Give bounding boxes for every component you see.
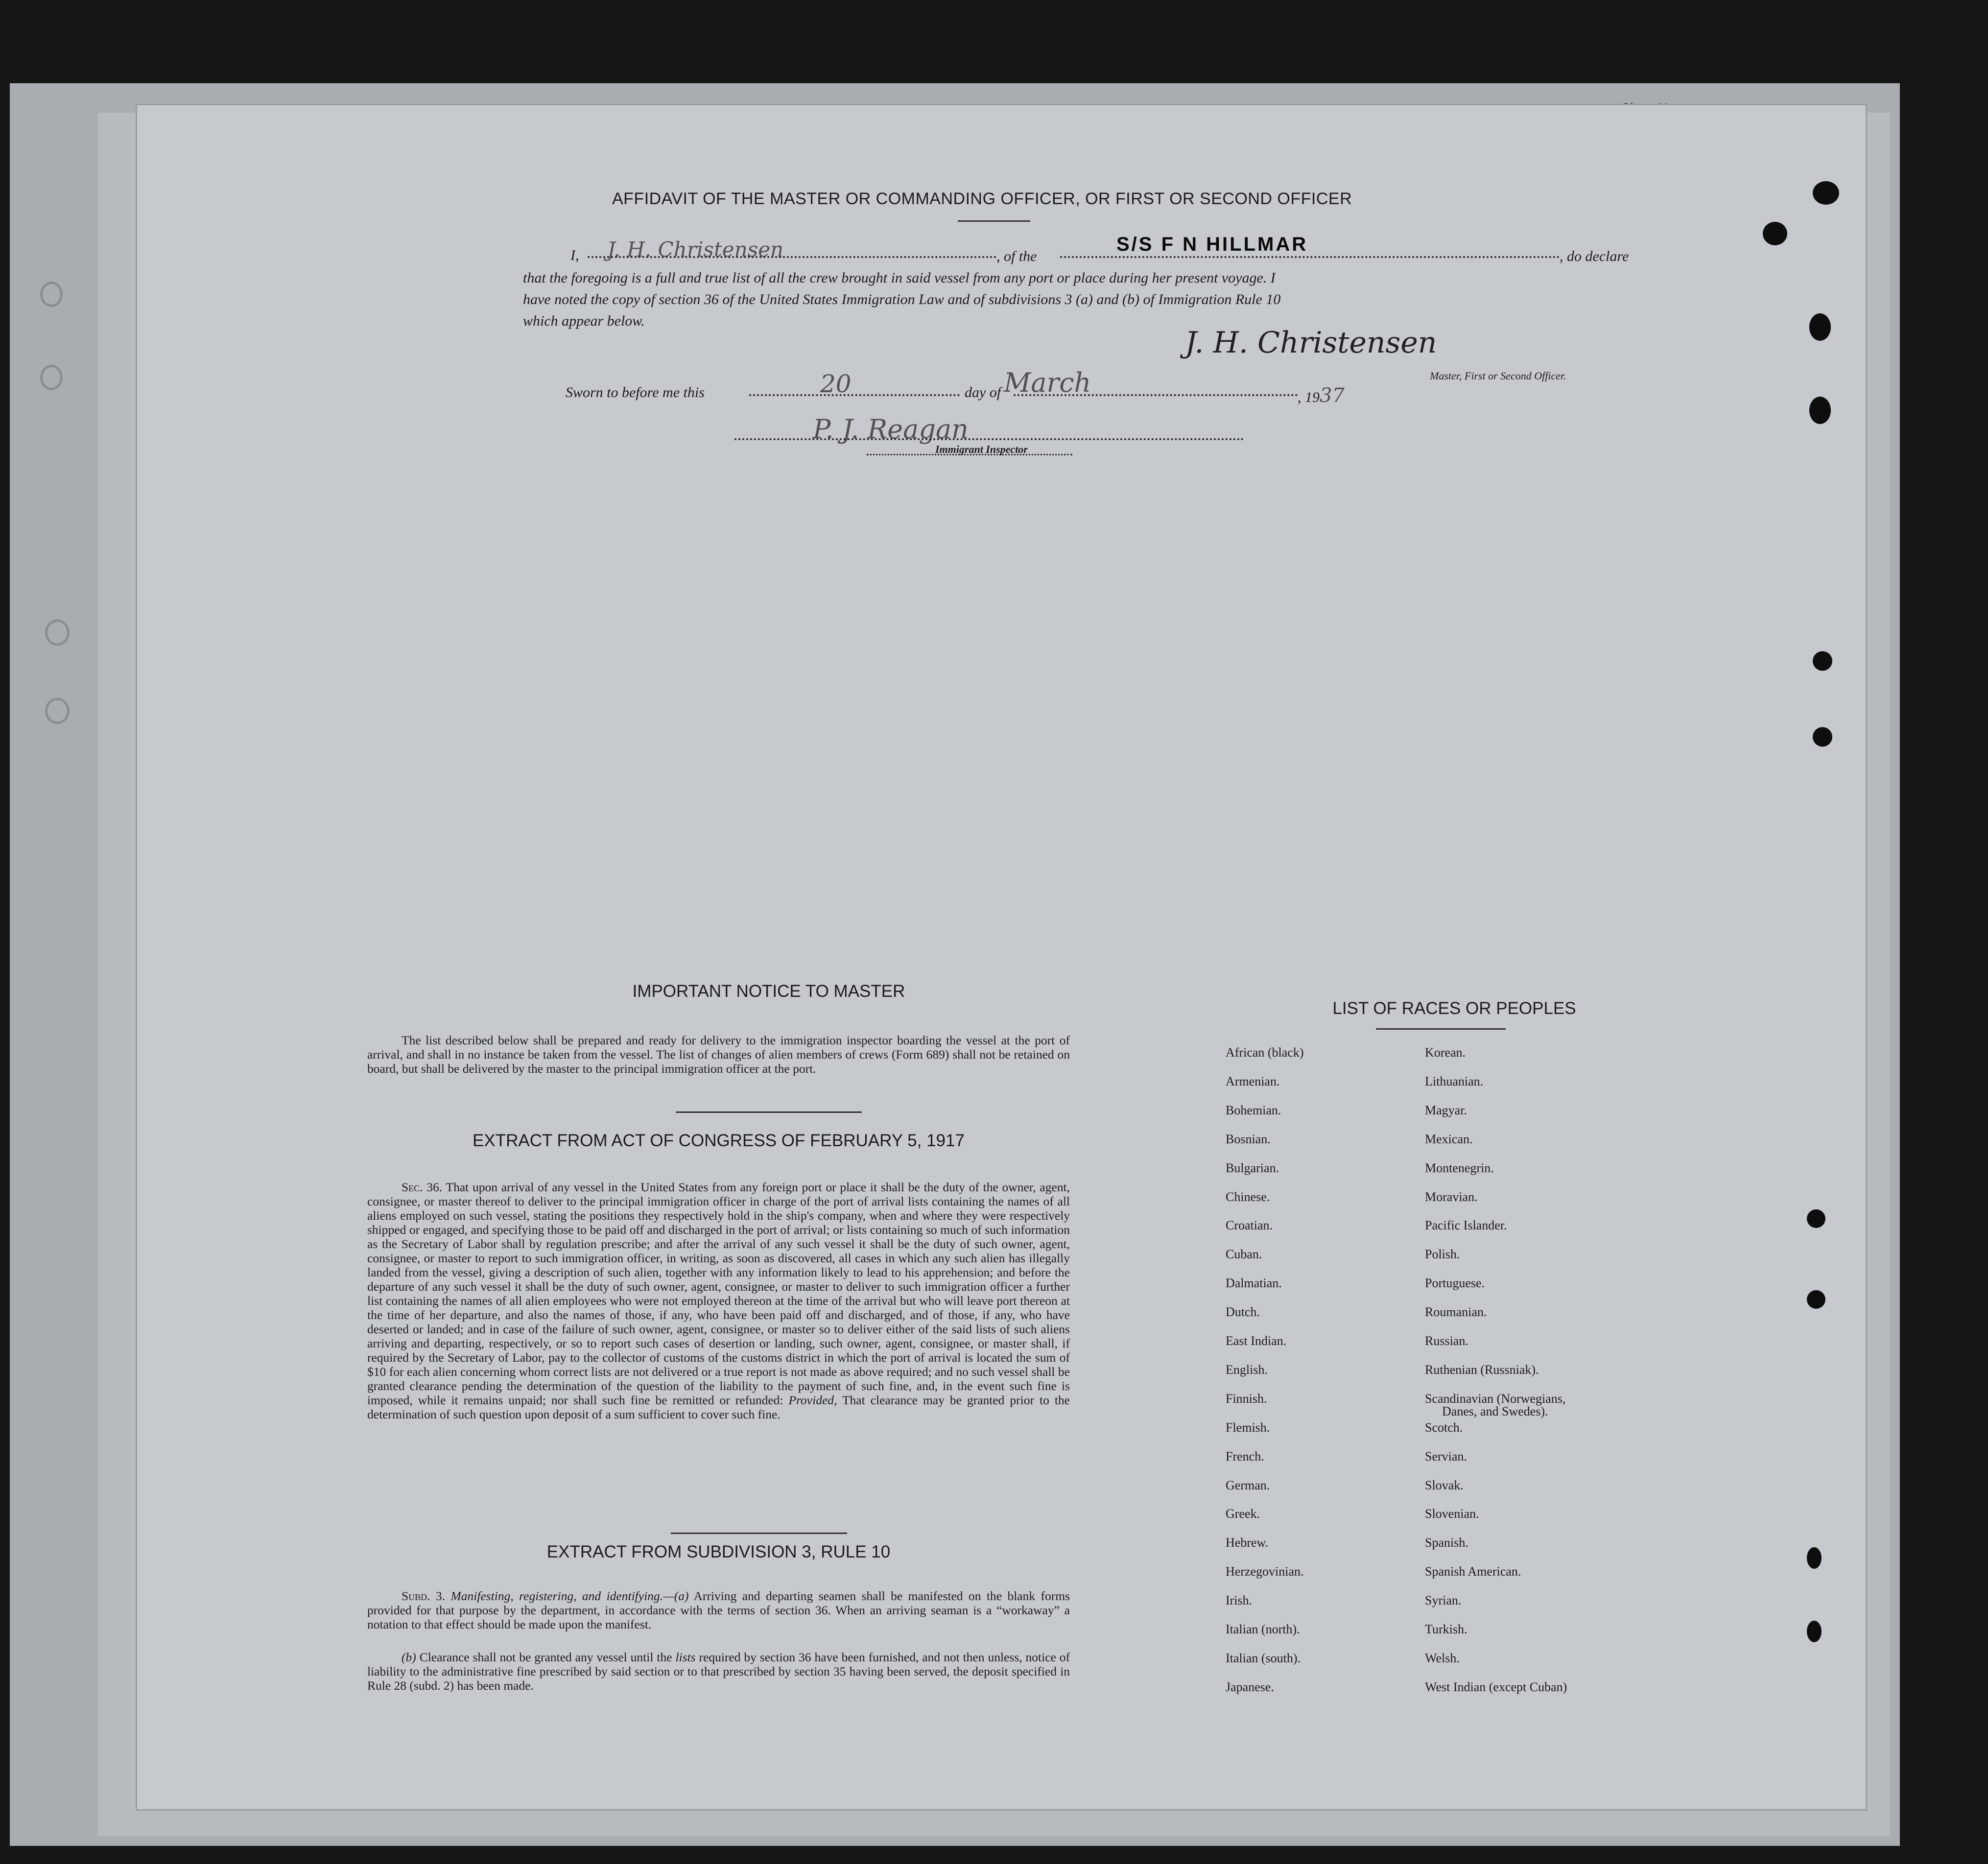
punch-hole-icon <box>1807 1621 1822 1642</box>
race-col2-item: Russian. <box>1425 1334 1468 1348</box>
race-col1-item: Greek. <box>1226 1507 1260 1521</box>
sec-text: That upon arrival of any vessel in the United States from any foreign port or place it shall be the duty of the owner, agent, consignee, or master thereof to deliver to the principal immigration officer in charge of the port of arrival lists containing the names of all aliens employed on such vessel, stating the positions they respectively hold in the ship's company, when and where they were respectively shipped or engaged, and specifying those to be paid off and discharged in the port of arrival; or lists containing so much of such information as the Secretary of Labor shall by regulation prescribe; and after the arrival of any such vessel it shall be the duty of such owner, agent, consignee, or master to report to such immigration officer, in writing, as soon as discovered, all cases in which any such alien has illegally landed from the vessel, giving a description of such alien, together with any information likely to lead to his apprehension; and before the departure of any such vessel it shall be the duty of such owner, agent, consignee, or master to deliver to such immigration officer a further list containing the names of all alien employees who were not employed thereon at the time of the arrival but who will leave port thereon at the time of her departure, and also the names of those, if any, who have been paid off and discharged, and of those, if any, who have deserted or landed; and in case of the failure of such owner, agent, consignee, or master so to deliver either of the said lists of such aliens arriving and departing, respectively, or so to report such cases of desertion or landing, such owner, agent, consignee, or master shall, if required by the Secretary of Labor, pay to the collector of customs of the customs district in which the port of arrival is located the sum of $10 for each alien concerning whom correct lists are not delivered or a true report is not made as above required; and no such vessel shall be granted clearance pending the determination of the question of the liability to the payment of such fine, and, in the event such fine is imposed, while it remains unpaid; nor shall such fine be remitted or refunded: <box>367 1180 1070 1407</box>
race-col2-item: Mexican. <box>1425 1132 1473 1146</box>
master-caption <box>1430 370 1566 382</box>
declaration-line-4: which appear below. <box>523 313 645 329</box>
race-col1-item: Finnish. <box>1226 1391 1267 1406</box>
race-col1-item: Irish. <box>1226 1593 1253 1608</box>
race-col1-item: Armenian. <box>1226 1074 1280 1088</box>
year-prefix: , 19 <box>1298 389 1320 405</box>
subd-heading: Manifesting, registering, and identifying. <box>450 1589 663 1603</box>
punch-hole-icon <box>1807 1209 1825 1228</box>
race-col1-item: Bosnian. <box>1226 1132 1271 1146</box>
race-col2-item: Roumanian. <box>1425 1305 1487 1320</box>
punch-hole-icon <box>1807 1547 1822 1569</box>
race-col2-item: Slovenian. <box>1425 1507 1479 1521</box>
races-title: LIST OF RACES OR PEOPLES <box>1332 999 1576 1018</box>
race-col2-item: Moravian. <box>1425 1189 1478 1204</box>
race-col2-item: Pacific Islander. <box>1425 1218 1507 1233</box>
race-col1-item: Italian (north). <box>1226 1622 1300 1636</box>
race-col2-item: Lithuanian. <box>1425 1074 1484 1088</box>
a-label: —(a) <box>663 1589 689 1603</box>
race-col2-item: Korean. <box>1425 1045 1466 1060</box>
b-text-2: required by section 36 have been furnished, and not then unless, notice of liability to the administrative fine prescribed by said section or to that prescribed by section 35 having been served, the deposit specified in Rule 28 (subd. 2) has been made. <box>367 1650 1070 1693</box>
binder-ring-icon <box>45 698 70 724</box>
inspector-caption: Immigrant Inspector <box>935 443 1028 455</box>
race-col1-item: African (black) <box>1226 1045 1304 1060</box>
race-col1-item: English. <box>1226 1362 1268 1377</box>
race-col1-item: Chinese. <box>1226 1189 1270 1204</box>
race-col1-item: East Indian. <box>1226 1334 1287 1348</box>
inspector-signature-field <box>734 438 1244 440</box>
notice-divider <box>676 1111 862 1113</box>
race-col2-item: Slovak. <box>1425 1478 1464 1492</box>
race-col2-item: Spanish American. <box>1425 1564 1521 1579</box>
race-continuation: Danes, and Swedes). <box>1442 1404 1548 1418</box>
race-col1-item: German. <box>1226 1478 1270 1492</box>
sworn-month: March <box>1004 367 1091 398</box>
sworn-day: 20 <box>820 370 852 398</box>
act-divider <box>671 1533 847 1534</box>
race-col1-item: Dalmatian. <box>1226 1276 1282 1291</box>
sworn-year <box>1298 384 1345 407</box>
race-col1-item: Flemish. <box>1226 1420 1270 1435</box>
punch-hole-icon <box>1813 727 1832 747</box>
binder-ring-icon <box>45 619 70 646</box>
punch-hole-icon <box>1813 651 1832 671</box>
notice-title: IMPORTANT NOTICE TO MASTER <box>632 982 905 1001</box>
year-handwritten: 37 <box>1320 384 1345 407</box>
b-lists: lists <box>675 1650 696 1664</box>
race-col2-item: Portuguese. <box>1425 1276 1485 1291</box>
race-col2-item: Polish. <box>1425 1247 1460 1262</box>
race-col2-item: Montenegrin. <box>1425 1160 1494 1175</box>
vessel-name-stamp: S/S F N HILLMAR <box>1116 234 1308 255</box>
punch-hole-icon <box>1763 222 1787 245</box>
title-divider <box>958 220 1030 222</box>
race-col1-item: Japanese. <box>1226 1679 1274 1694</box>
race-col1-item: Dutch. <box>1226 1305 1260 1320</box>
declaration-line-3: have noted the copy of section 36 of the United States Immigration Law and of subdivisions 3 (a) and (b) of Immigration Rule 10 <box>523 291 1281 307</box>
race-col2-item: Scotch. <box>1425 1420 1463 1435</box>
race-col2-item: Magyar. <box>1425 1103 1467 1117</box>
race-col1-item: Cuban. <box>1226 1247 1262 1262</box>
provided-label: Provided, <box>788 1393 837 1407</box>
punch-hole-icon <box>1809 313 1831 341</box>
race-col1-item: French. <box>1226 1449 1264 1463</box>
b-text-1: Clearance shall not be granted any vessel until the <box>419 1650 672 1664</box>
race-col2-item: Spanish. <box>1425 1535 1468 1550</box>
a-text: Arriving and departing seamen shall be manifested on the blank forms provided for that purpose by the department, in accordance with the terms of section 36. When an arriving seaman is a “workaway” a notation to that effect should be made upon the manifest. <box>367 1589 1070 1631</box>
declaration-i-label: I, <box>570 247 579 263</box>
b-label: (b) <box>402 1650 416 1664</box>
binder-ring-icon <box>40 365 63 390</box>
notice-text-content: The list described below shall be prepared and ready for delivery to the immigration inspector boarding the vessel at the port of arrival, and shall in no instance be taken from the vessel. The list of changes of alien members of crews (Form 689) shall not be retained on board, but shall be delivered by the master to the principal immigration officer at the port. <box>367 1033 1070 1076</box>
notice-text <box>367 1033 1070 1076</box>
extract-rule-title: EXTRACT FROM SUBDIVISION 3, RULE 10 <box>546 1542 891 1561</box>
race-col1-item: Italian (south). <box>1226 1651 1301 1665</box>
do-declare-label: , do declare <box>1560 248 1629 264</box>
extract-act-text <box>367 1180 1070 1421</box>
punch-hole-icon <box>1807 1290 1825 1309</box>
race-col2-item: Ruthenian (Russniak). <box>1425 1362 1539 1377</box>
of-the-label: , of the <box>996 248 1037 264</box>
race-col1-item: Hebrew. <box>1226 1535 1269 1550</box>
punch-hole-icon <box>1813 181 1839 205</box>
inspector-signature: P. J. Reagan <box>813 414 969 445</box>
extract-rule-a <box>367 1589 1070 1631</box>
sworn-day-field <box>749 394 960 396</box>
binder-ring-icon <box>40 282 63 307</box>
extract-act-title: EXTRACT FROM ACT OF CONGRESS OF FEBRUARY 5, 1917 <box>473 1131 965 1150</box>
race-col2-item: Turkish. <box>1425 1622 1467 1636</box>
race-col1-item: Herzegovinian. <box>1226 1564 1304 1579</box>
master-signature: J. H. Christensen <box>1185 326 1437 360</box>
race-col1-item: Croatian. <box>1226 1218 1273 1233</box>
race-col2-item: Welsh. <box>1425 1651 1460 1665</box>
master-caption-text: Master, First or Second Officer. <box>1430 370 1566 382</box>
affidavit-title: AFFIDAVIT OF THE MASTER OR COMMANDING OFFICER, OR FIRST OR SECOND OFFICER <box>612 189 1352 208</box>
vessel-name-field <box>1060 256 1560 258</box>
race-col1-item: Bulgarian. <box>1226 1160 1279 1175</box>
day-of-label: day of <box>965 384 1001 401</box>
race-col1-item: Bohemian. <box>1226 1103 1281 1117</box>
punch-hole-icon <box>1809 397 1831 424</box>
race-col2-item: Scandinavian (Norwegians, <box>1425 1391 1566 1406</box>
provided-text: That clearance may be granted prior to the determination of such question upon deposit of a sum sufficient to cover such fine. <box>367 1393 1070 1421</box>
signer-name-handwritten: J. H. Christensen <box>607 237 784 261</box>
subd-label: Subd. 3. <box>402 1589 446 1603</box>
race-col2-item: Servian. <box>1425 1449 1467 1463</box>
sworn-prefix: Sworn to before me this <box>566 384 705 401</box>
races-divider <box>1376 1028 1506 1030</box>
manifest-page <box>137 105 1866 1809</box>
declaration-line-2: that the foregoing is a full and true list of all the crew brought in said vessel from any port or place during her present voyage. I <box>523 270 1276 286</box>
race-col2-item: Syrian. <box>1425 1593 1462 1608</box>
race-col2-item: West Indian (except Cuban) <box>1425 1679 1567 1694</box>
sec-label: Sec. 36. <box>402 1180 443 1194</box>
extract-rule-b <box>367 1650 1070 1693</box>
